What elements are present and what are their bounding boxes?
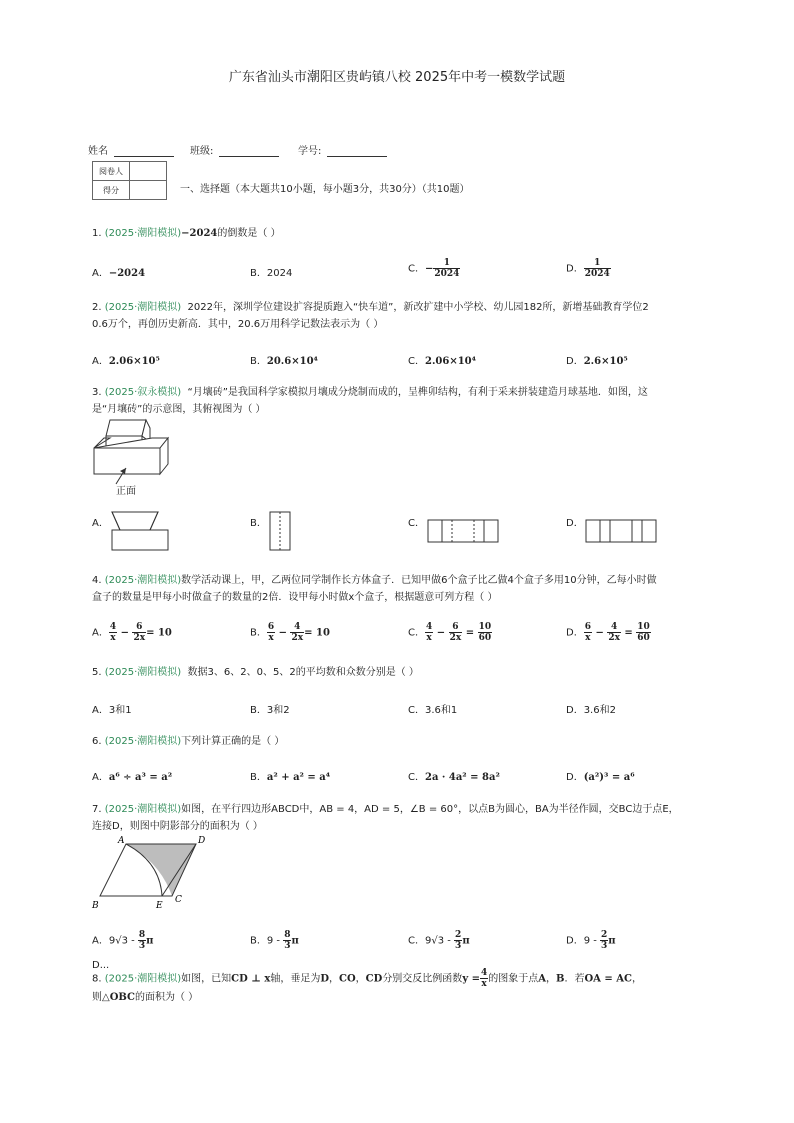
score-box — [92, 161, 167, 200]
option-3d[interactable]: D． — [566, 518, 584, 529]
question-5: 5. (2025·潮阳模拟) 数据3、6、2、0、5、2的平均数和众数分别是（ ） — [92, 667, 419, 678]
parallelogram-figure — [90, 834, 220, 914]
option-3a[interactable]: A． — [92, 518, 109, 529]
name-field[interactable] — [88, 142, 174, 157]
score-label: 得分 — [93, 181, 130, 200]
math-expr: −2024 — [181, 228, 218, 239]
option-2b[interactable]: B．20.6×10⁴ — [250, 356, 318, 367]
question-text: 的倒数是（ ） — [217, 228, 281, 239]
front-label: 正面 — [116, 486, 136, 497]
label-D: D — [198, 836, 206, 846]
option-5c[interactable]: C．3.6和1 — [408, 705, 458, 716]
page-title: 广东省汕头市潮阳区贵屿镇八校 2025年中考一模数学试题 — [228, 70, 566, 85]
option-2d[interactable]: D．2.6×10⁵ — [566, 356, 628, 367]
option-4c[interactable]: C． $\frac{4}{x}$ − $\frac{6}{2x}$ = $\frac{10}{60}$ — [408, 622, 492, 643]
brick-figure — [90, 418, 172, 498]
class-blank[interactable] — [219, 146, 279, 157]
option-4d[interactable]: D． $\frac{6}{x}$ − $\frac{4}{2x}$ = $\frac{10}{60}$ — [566, 622, 650, 643]
question-4: 4. (2025·潮阳模拟)数学活动课上，甲，乙两位同学制作长方体盒子．已知甲做6个盒子比乙做4个盒子多用10分钟，乙每小时做 盒子的数量是甲每小时做盒子的数量的2倍．设甲每小时做x个盒子，根据题意可列方程（ ） — [92, 575, 657, 603]
option-5a[interactable]: A．3和1 — [92, 705, 132, 716]
id-blank[interactable] — [327, 146, 387, 157]
question-source: (2025·潮阳模拟) — [104, 228, 182, 239]
option-3a-figure[interactable] — [110, 510, 170, 552]
option-6c[interactable]: C．2a · 4a² = 8a² — [408, 772, 500, 783]
option-1d[interactable]: D． $\frac{1}{2024}$ — [566, 258, 610, 279]
name-label: 姓名 — [88, 146, 108, 157]
class-label: 班级: — [190, 146, 214, 157]
option-3d-figure[interactable] — [584, 518, 658, 544]
option-6b[interactable]: B．a² + a² = a⁴ — [250, 772, 331, 783]
option-3b-figure[interactable] — [268, 510, 292, 552]
class-field[interactable] — [190, 142, 279, 157]
section-heading: 一、选择题（本大题共10小题，每小题3分，共30分）（共10题） — [180, 184, 470, 195]
label-B: B — [92, 901, 99, 911]
option-5b[interactable]: B．3和2 — [250, 705, 290, 716]
question-7: 7. (2025·潮阳模拟)如图，在平行四边形ABCD中，AB = 4，AD = 5，∠B = 60°，以点B为圆心，BA为半径作圆，交BC边于点E， 连接D，则图中阴影部分的面积为（ ） — [92, 804, 679, 832]
option-7a[interactable]: A．9√3 - $\frac{8}{3}$ π — [92, 930, 154, 951]
option-5d[interactable]: D．3.6和2 — [566, 705, 616, 716]
option-7b[interactable]: B．9 - $\frac{8}{3}$ π — [250, 930, 299, 951]
option-7c[interactable]: C．9√3 - $\frac{2}{3}$ π — [408, 930, 470, 951]
option-2c[interactable]: C．2.06×10⁴ — [408, 356, 477, 367]
option-tail: D... — [92, 960, 110, 971]
option-1b[interactable]: B．2024 — [250, 268, 293, 279]
option-2a[interactable]: A．2.06×10⁵ — [92, 356, 160, 367]
question-2: 2. (2025·潮阳模拟) 2022年，深圳学位建设扩容提质跑入“快车道”，新改扩建中小学校、幼儿园182所，新增基础教育学位2 0.6万个，再创历史新高．其中，20.6万用科学记数法表示为（ ） — [92, 302, 649, 330]
label-A: A — [118, 836, 125, 846]
id-field[interactable] — [298, 142, 387, 157]
reviewer-cell[interactable] — [130, 162, 167, 181]
question-3: 3. (2025·叙永模拟) “月壤砖”是我国科学家模拟月壤成分烧制而成的，呈榫卯结构，有利于采来拼装建造月球基地．如图，这 是“月壤砖”的示意图，其俯视图为（ ） — [92, 387, 648, 415]
score-cell[interactable] — [130, 181, 167, 200]
reviewer-label: 阅卷人 — [93, 162, 130, 181]
option-1c[interactable]: C．− $\frac{1}{2024}$ — [408, 258, 460, 279]
option-3b[interactable]: B． — [250, 518, 267, 529]
label-C: C — [175, 895, 182, 905]
id-label: 学号: — [298, 146, 322, 157]
name-blank[interactable] — [114, 146, 174, 157]
option-3c[interactable]: C． — [408, 518, 425, 529]
option-6d[interactable]: D．(a²)³ = a⁶ — [566, 772, 635, 783]
option-3c-figure[interactable] — [426, 518, 500, 544]
option-7d[interactable]: D．9 - $\frac{2}{3}$ π — [566, 930, 616, 951]
option-1a[interactable]: A．−2024 — [92, 268, 146, 279]
label-E: E — [156, 901, 163, 911]
question-8: 8. (2025·潮阳模拟)如图，已知CD ⊥ x轴，垂足为D，CO，CD分别交反比例函数y = $\frac{4}{x}$ 的图象于点A，B．若OA = AC， 则△OBC的面积为（ ） — [92, 968, 642, 1003]
option-4b[interactable]: B． $\frac{6}{x}$ − $\frac{4}{2x}$ = 10 — [250, 622, 330, 643]
question-6: 6. (2025·潮阳模拟)下列计算正确的是（ ） — [92, 736, 285, 747]
option-4a[interactable]: A． $\frac{4}{x}$ − $\frac{6}{2x}$ = 10 — [92, 622, 172, 643]
question-1 — [92, 225, 281, 242]
question-number: 1. — [92, 228, 102, 239]
option-6a[interactable]: A．a⁶ ÷ a³ = a² — [92, 772, 173, 783]
